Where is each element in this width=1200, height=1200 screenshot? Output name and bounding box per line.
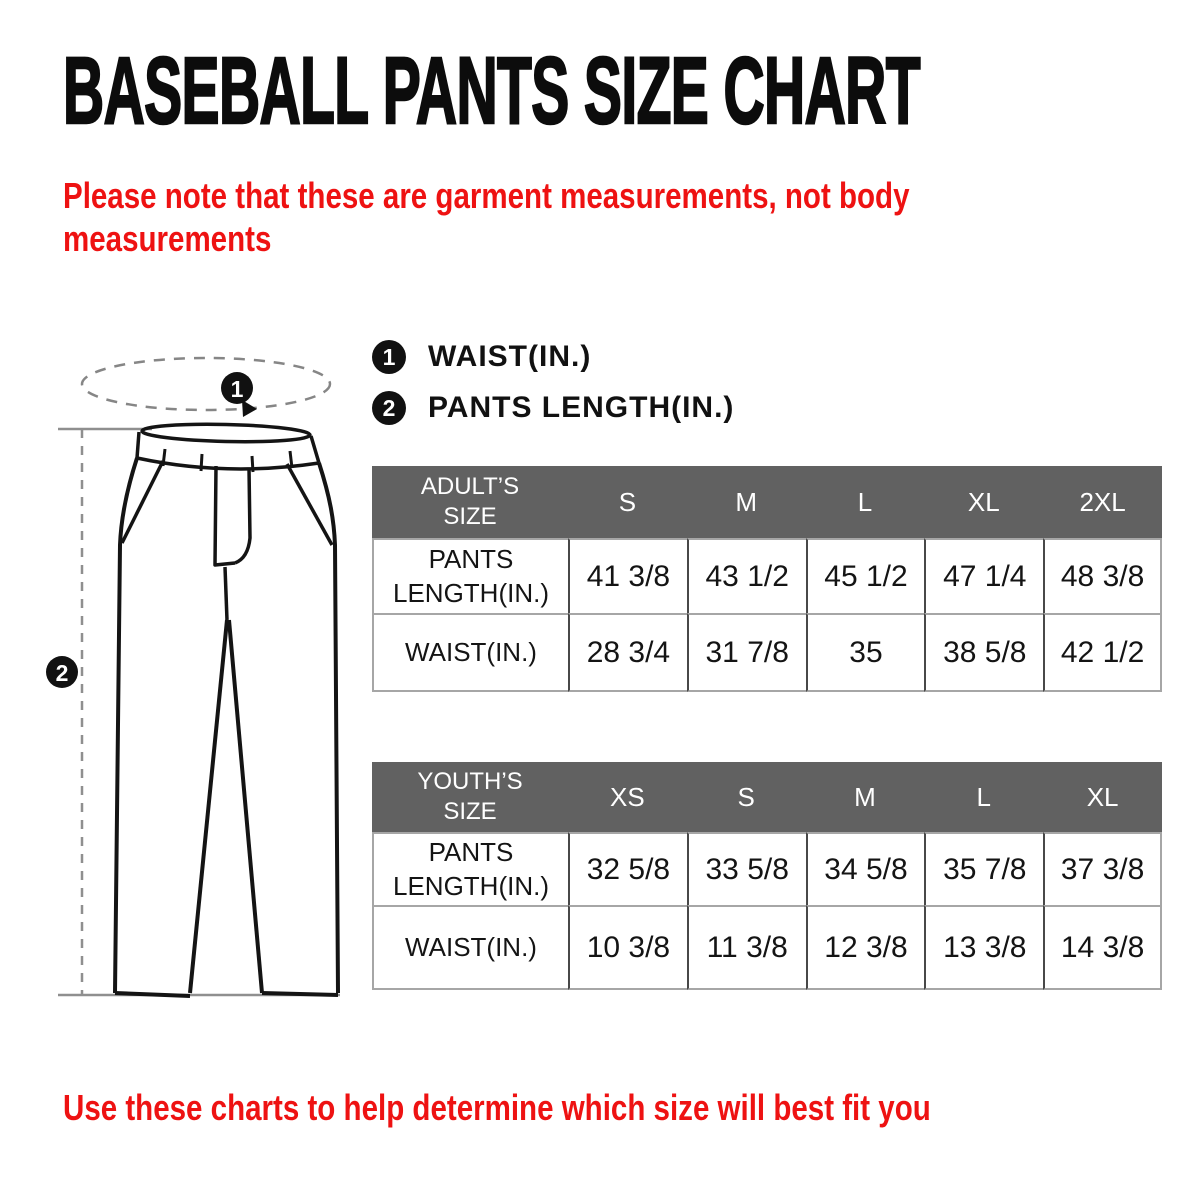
- right-pocket-line: [287, 464, 332, 545]
- pants-diagram: [30, 330, 390, 1030]
- note-line: Please note that these are garment measurements, not body: [63, 175, 910, 216]
- size-value-cell: 45 1/2: [806, 538, 925, 613]
- waist-marker-badge: [372, 340, 406, 374]
- row-label: PANTS LENGTH(IN.): [372, 832, 568, 905]
- waist-ellipse-dashed: [82, 358, 330, 410]
- column-header: M: [806, 762, 925, 832]
- size-value-cell: 13 3/8: [924, 905, 1043, 990]
- legend-item-waist: [372, 340, 734, 374]
- diagram-markers: [46, 372, 253, 688]
- size-value-cell: 37 3/8: [1043, 832, 1162, 905]
- waist-marker-number: 1: [230, 376, 244, 402]
- footer-text: Use these charts to help determine which size will best fit you: [63, 1087, 931, 1128]
- column-header: S: [568, 466, 687, 538]
- size-value-cell: 12 3/8: [806, 905, 925, 990]
- size-value-cell: 35 7/8: [924, 832, 1043, 905]
- column-header: 2XL: [1043, 466, 1162, 538]
- column-header: XL: [1043, 762, 1162, 832]
- note-text: [63, 174, 909, 260]
- waist-arrow-icon: [242, 400, 257, 417]
- size-value-cell: 34 5/8: [806, 832, 925, 905]
- column-header: L: [806, 466, 925, 538]
- fly-placket: [215, 466, 250, 565]
- size-value-cell: 10 3/8: [568, 905, 687, 990]
- right-inseam: [229, 620, 262, 993]
- youth-size-table: [372, 762, 1162, 990]
- row-label: PANTS LENGTH(IN.): [372, 538, 568, 613]
- note-line: measurements: [63, 218, 272, 259]
- column-header: S: [687, 762, 806, 832]
- size-value-cell: 11 3/8: [687, 905, 806, 990]
- size-value-cell: 35: [806, 613, 925, 692]
- size-value-cell: 31 7/8: [687, 613, 806, 692]
- column-header: XL: [924, 466, 1043, 538]
- waistband-rim: [142, 423, 310, 444]
- size-value-cell: 47 1/4: [924, 538, 1043, 613]
- size-value-cell: 32 5/8: [568, 832, 687, 905]
- left-inseam: [190, 620, 227, 993]
- pants-diagram-svg: [30, 330, 390, 1030]
- measurement-legend: [372, 340, 734, 425]
- right-hem: [262, 993, 338, 995]
- adult-size-table: [372, 466, 1162, 692]
- size-value-cell: 42 1/2: [1043, 613, 1162, 692]
- size-value-cell: 28 3/4: [568, 613, 687, 692]
- legend-label: PANTS LENGTH(IN.): [428, 391, 735, 424]
- size-value-cell: 33 5/8: [687, 832, 806, 905]
- table-header-cell: ADULT’S SIZE: [372, 466, 568, 538]
- size-value-cell: 38 5/8: [924, 613, 1043, 692]
- page-title: BASEBALL PANTS SIZE CHART: [63, 38, 920, 144]
- length-marker-number: 2: [55, 660, 69, 686]
- legend-item-length: [372, 391, 734, 425]
- length-marker-badge: [372, 391, 406, 425]
- row-label: WAIST(IN.): [372, 613, 568, 692]
- right-outer-seam: [319, 463, 338, 993]
- left-pocket-line: [122, 461, 163, 543]
- legend-number: 2: [382, 394, 396, 421]
- column-header: L: [924, 762, 1043, 832]
- legend-number: 1: [382, 343, 396, 370]
- legend-label: WAIST(IN.): [428, 340, 592, 373]
- center-seam: [225, 567, 227, 620]
- size-value-cell: 48 3/8: [1043, 538, 1162, 613]
- size-value-cell: 41 3/8: [568, 538, 687, 613]
- size-value-cell: 14 3/8: [1043, 905, 1162, 990]
- table-header-cell: YOUTH’S SIZE: [372, 762, 568, 832]
- size-value-cell: 43 1/2: [687, 538, 806, 613]
- row-label: WAIST(IN.): [372, 905, 568, 990]
- column-header: M: [687, 466, 806, 538]
- pants-outline: [115, 423, 338, 996]
- column-header: XS: [568, 762, 687, 832]
